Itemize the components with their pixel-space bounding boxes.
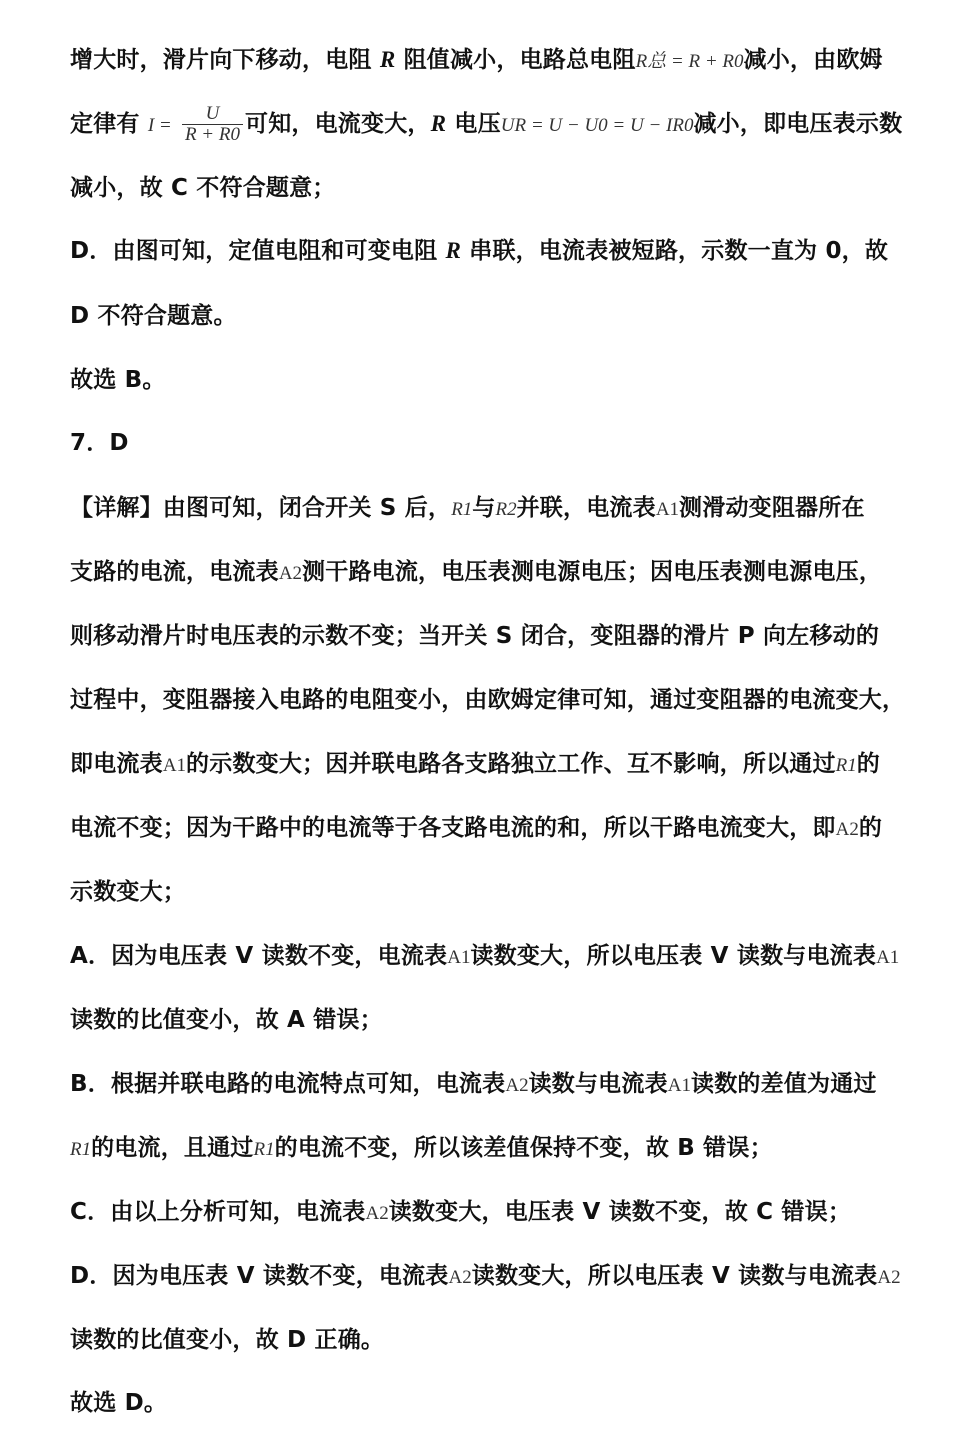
math-symbol: R1 [253,1139,275,1160]
text-run: 的电流，且通过 [91,1135,254,1161]
text-run: 可知，电流变大， [245,111,431,137]
text-run: 示数变大； [70,879,186,905]
text-line [70,1256,930,1296]
text-run: 读数的比值变小，故 D 正确。 [70,1327,385,1353]
text-line [70,360,930,400]
text-run: D．由图可知，定值电阻和可变电阻 [70,238,446,264]
math-formula: I = [147,115,172,136]
fraction [182,104,243,145]
text-line [70,40,930,80]
text-run: 与 [472,495,496,521]
text-run: C．由以上分析可知，电流表 [70,1199,366,1225]
text-line [70,1000,930,1040]
text-run: 过程中，变阻器接入电路的电阻变小，由欧姆定律可知，通过变阻器的电流变大， [70,687,906,713]
text-run: 读数变大，所以电压表 V 读数与电流表 [470,943,877,969]
math-symbol: R [445,238,462,263]
text-line [70,872,930,912]
text-run: 串联，电流表被短路，示数一直为 0，故 [461,238,889,264]
text-run: 支路的电流，电流表 [70,559,279,585]
text-line [70,616,930,656]
text-run: 读数与电流表 [528,1071,668,1097]
text-run: 7．D [70,430,129,456]
math-symbol: R2 [495,499,517,520]
text-run: 减小，由欧姆 [743,47,883,73]
text-run: 测滑动变阻器所在 [679,495,865,521]
text-line [70,1320,930,1360]
text-run: A．因为电压表 V 读数不变，电流表 [70,943,448,969]
math-symbol: A1 [447,947,471,968]
text-line [70,1383,930,1423]
math-formula: UR = U − U0 = U − IR0 [500,115,694,136]
text-run: 故选 D。 [70,1390,168,1416]
text-run: 阻值减小，电路总电阻 [395,47,636,73]
fraction-numerator: U [182,104,243,125]
math-symbol: R [379,47,396,72]
math-symbol: A2 [365,1203,389,1224]
text-line [70,1192,930,1232]
math-symbol: A1 [162,755,187,776]
text-run: 读数的比值变小，故 A 错误； [70,1007,383,1033]
math-symbol: R [430,111,447,136]
math-symbol: A2 [877,1267,901,1288]
math-symbol: A1 [876,947,900,968]
text-run: D．因为电压表 V 读数不变，电流表 [70,1263,449,1289]
text-run: 增大时，滑片向下移动，电阻 [70,47,380,73]
math-symbol: R1 [835,755,857,776]
text-run: 定律有 [70,111,140,137]
text-run: 的示数变大；因并联电路各支路独立工作、互不影响，所以通过 [186,751,836,777]
text-line [70,104,930,144]
math-symbol: A2 [505,1075,529,1096]
text-line [70,1064,930,1104]
text-run: 读数的差值为通过 [691,1071,877,1097]
text-line [70,680,930,720]
text-run: 故选 B。 [70,367,166,393]
text-run: D 不符合题意。 [70,303,237,329]
text-run: 的电流不变，所以该差值保持不变，故 B 错误； [274,1135,773,1161]
question-number [70,423,930,463]
text-line [70,488,930,528]
math-symbol: R1 [70,1139,92,1160]
text-line [70,744,930,784]
text-line [70,168,930,208]
math-symbol: A2 [278,563,303,584]
text-run: 减小，故 C 不符合题意； [70,175,336,201]
text-line [70,808,930,848]
text-run: 则移动滑片时电压表的示数不变；当开关 S 闭合，变阻器的滑片 P 向左移动的 [70,623,880,649]
text-line [70,936,930,976]
text-run: 电流不变；因为干路中的电流等于各支路电流的和，所以干路电流变大，即 [70,815,836,841]
text-run: 读数变大，电压表 V 读数不变，故 C 错误； [388,1199,852,1225]
text-run: 【详解】由图可知，闭合开关 S 后， [70,495,452,521]
text-run: B．根据并联电路的电流特点可知，电流表 [70,1071,506,1097]
math-symbol: A2 [448,1267,472,1288]
math-symbol: A1 [655,499,680,520]
text-run: 读数变大，所以电压表 V 读数与电流表 [471,1263,878,1289]
text-line [70,552,930,592]
text-run: 并联，电流表 [516,495,656,521]
text-run: 的 [858,815,883,841]
text-run: 的 [856,751,880,777]
math-symbol: A1 [667,1075,692,1096]
text-run: 电压 [446,111,501,137]
text-run: 即电流表 [70,751,163,777]
text-line [70,296,930,336]
text-run: 减小，即电压表示数 [693,111,903,137]
fraction-denominator: R + R0 [184,124,240,145]
text-line [70,1128,930,1168]
text-run: 测干路电流，电压表测电源电压；因电压表测电源电压， [302,559,883,585]
math-formula: R总 = R + R0 [635,51,744,72]
math-symbol: A2 [835,819,859,840]
math-symbol: R1 [451,499,473,520]
text-line [70,231,930,271]
